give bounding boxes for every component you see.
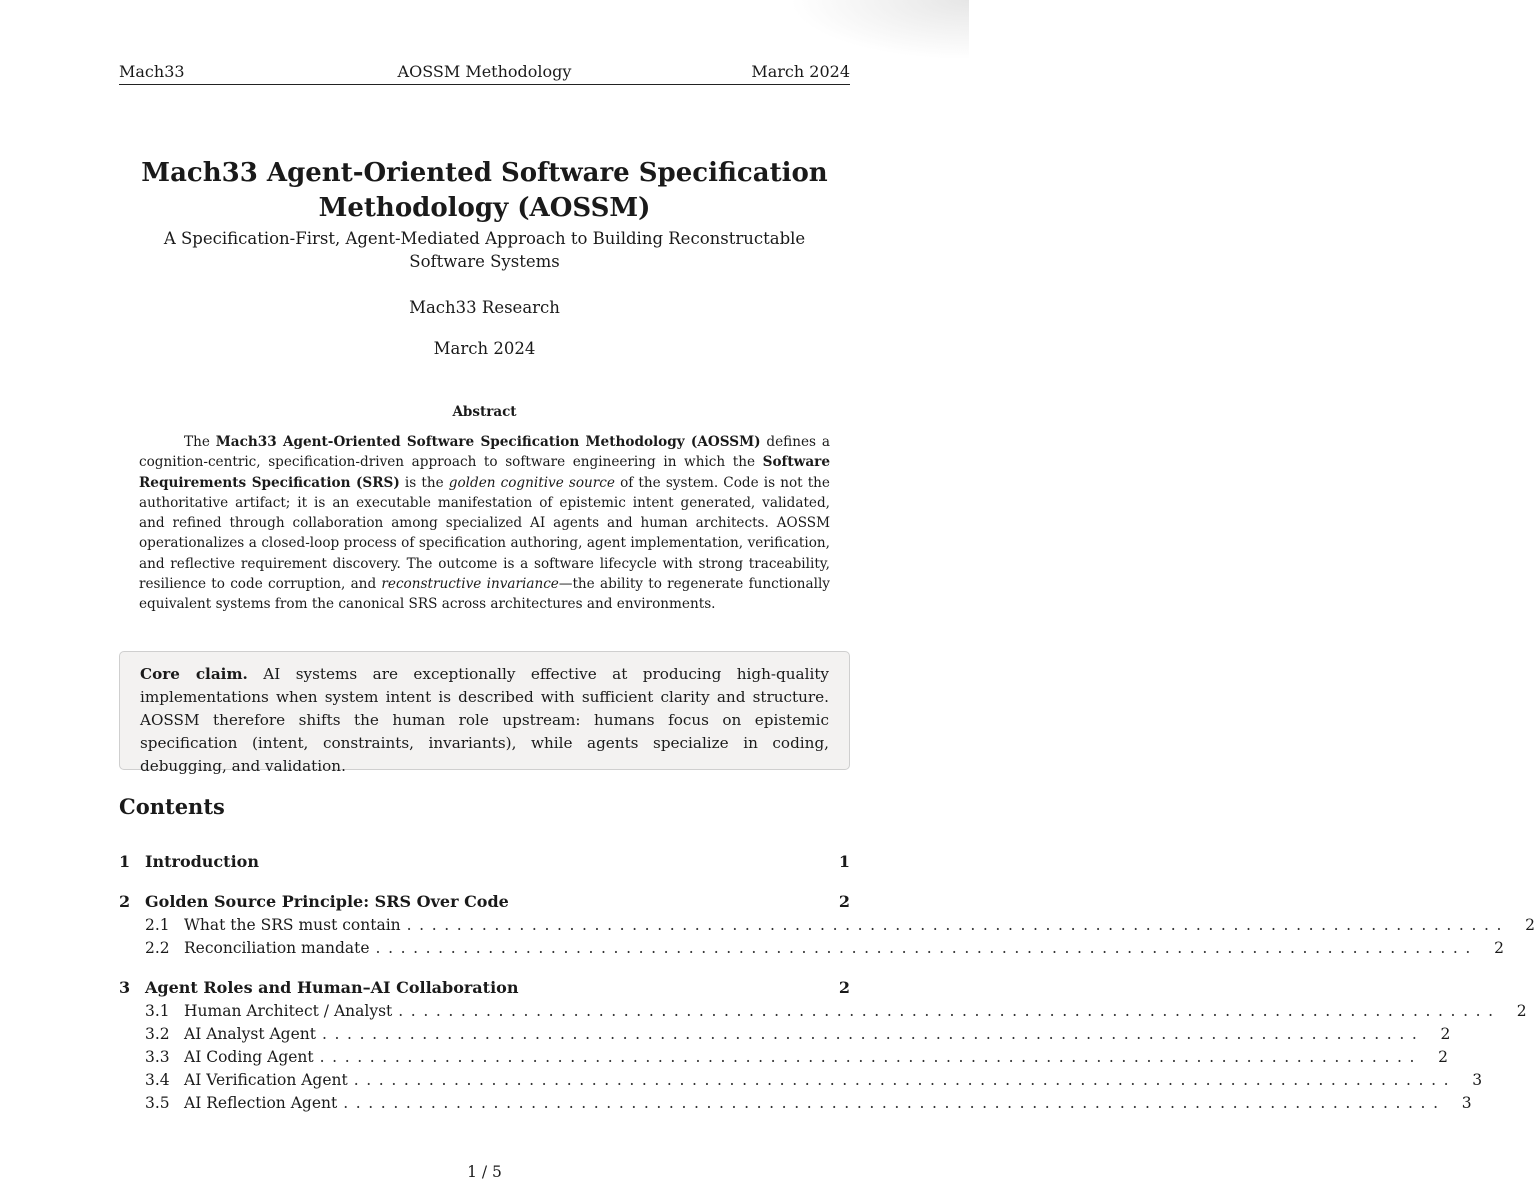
- toc-page-number: 2: [838, 977, 850, 997]
- toc-leader-dots: ........................................................................................: [319, 1047, 1423, 1066]
- table-of-contents: [119, 849, 1535, 1114]
- abstract-text-4: of the system. Code is not the authoritative artifact; it is an executable manifestation of epistemic intent generated, validated, and refined through collaboration among specialized AI agents and human architects. AOSSM operationalizes a closed-loop process of specification authoring, agent implementation, verification, and reflective requirement discovery. The outcome is a software lifecycle with strong traceability, resilience to code corruption, and: [139, 474, 830, 593]
- paper-date: March 2024: [433, 339, 536, 358]
- toc-subentry[interactable]: [119, 1045, 1449, 1068]
- abstract-text-2: defines a cognition-centric, specification-driven approach to software engineering in which the: [139, 434, 830, 471]
- abstract-text-5: —the ability to regenerate functionally equivalent systems from the canonical SRS across architectures and environments.: [139, 576, 830, 613]
- toc-page-number: 3: [1472, 1070, 1483, 1089]
- toc-subsection-number: 3.5: [145, 1093, 170, 1112]
- header-center: AOSSM Methodology: [397, 62, 572, 81]
- toc-section-2: [119, 889, 1535, 959]
- paper-title: [119, 156, 850, 226]
- toc-subsection-title: Human Architect / Analyst: [184, 1001, 393, 1020]
- toc-section-number: 3: [119, 977, 131, 997]
- title-line-1: Mach33 Agent-Oriented Software Specification: [141, 158, 828, 188]
- toc-subsection-title: AI Analyst Agent: [184, 1024, 316, 1043]
- abstract-italic-reconstructive-invariance: reconstructive invariance: [381, 576, 559, 593]
- toc-page-number: 1: [838, 851, 850, 871]
- abstract-bold-methodology: Mach33 Agent-Oriented Software Specification Methodology (AOSSM): [215, 434, 761, 450]
- toc-leader-dots: ........................................................................................: [343, 1093, 1446, 1112]
- contents-heading: Contents: [119, 794, 225, 819]
- toc-leader-dots: ........................................................................................: [375, 938, 1478, 957]
- toc-subentry[interactable]: [119, 1091, 1472, 1114]
- toc-leader-dots: ........................................................................................: [398, 1001, 1501, 1020]
- toc-subentry[interactable]: [119, 1022, 1451, 1045]
- header-left: Mach33: [119, 62, 185, 81]
- toc-section-title: Introduction: [145, 851, 259, 871]
- abstract-text-1: The: [184, 434, 216, 450]
- toc-subentry[interactable]: [119, 999, 1527, 1022]
- toc-subsection-title: Reconciliation mandate: [184, 938, 370, 957]
- core-claim-label: Core claim.: [140, 665, 248, 683]
- toc-leader-dots: ........................................................................................: [353, 1070, 1457, 1089]
- abstract-text-3: is the: [399, 474, 449, 491]
- core-claim-box: [119, 651, 850, 775]
- abstract-italic-golden-source: golden cognitive source: [448, 474, 615, 491]
- toc-subsection-number: 3.3: [145, 1047, 170, 1066]
- toc-section-number: 2: [119, 891, 131, 911]
- document-page: [119, 0, 1535, 1200]
- toc-section-3: [119, 975, 1527, 1114]
- toc-page-number: 2: [1438, 1047, 1449, 1066]
- toc-entry[interactable]: [119, 889, 850, 913]
- toc-subsection-number: 2.2: [145, 938, 170, 957]
- toc-page-number: 2: [1494, 938, 1504, 957]
- toc-subsection-number: 3.2: [145, 1024, 170, 1043]
- toc-page-number: 2: [1516, 1001, 1527, 1020]
- toc-page-number: 2: [1440, 1024, 1451, 1043]
- toc-page-number: 2: [838, 891, 850, 911]
- abstract-bold-srs: Software Requirements Specification (SRS): [139, 454, 830, 491]
- paper-subtitle: A Specification-First, Agent-Mediated Approach to Building Reconstructable Software Systems: [163, 229, 806, 271]
- toc-page-number: 2: [1525, 915, 1535, 934]
- toc-entry[interactable]: [119, 975, 850, 999]
- core-claim-text: AI systems are exceptionally effective at producing high-quality implementations when system intent is described with sufficient clarity and structure. AOSSM therefore shifts the human role upstream: humans focus on epistemic specification (intent, constraints, invariants), while agents specialize in coding, debugging, and validation.: [140, 665, 829, 775]
- header-right: March 2024: [751, 62, 850, 81]
- toc-section-number: 1: [119, 851, 131, 871]
- toc-leader-dots: ........................................................................................: [406, 915, 1510, 934]
- toc-subsection-title: AI Verification Agent: [184, 1070, 348, 1089]
- toc-subsection-title: What the SRS must contain: [184, 915, 401, 934]
- paper-author: Mach33 Research: [409, 298, 560, 317]
- toc-section-title: Golden Source Principle: SRS Over Code: [145, 891, 509, 911]
- toc-page-number: 3: [1461, 1093, 1472, 1112]
- toc-subentry[interactable]: [119, 936, 1504, 959]
- abstract-heading: Abstract: [452, 404, 517, 420]
- toc-section-title: Agent Roles and Human–AI Collaboration: [145, 977, 519, 997]
- toc-section-1: [119, 849, 850, 873]
- toc-subentry[interactable]: [119, 1068, 1483, 1091]
- toc-subsection-number: 3.4: [145, 1070, 170, 1089]
- toc-leader-dots: ........................................................................................: [322, 1024, 1425, 1043]
- toc-subsection-title: AI Reflection Agent: [184, 1093, 338, 1112]
- title-line-2: Methodology (AOSSM): [318, 193, 651, 223]
- toc-subentry[interactable]: [119, 913, 1535, 936]
- abstract-body: [139, 432, 830, 615]
- page-indicator: 1 / 5: [467, 1163, 502, 1181]
- toc-subsection-number: 2.1: [145, 915, 170, 934]
- toc-subsection-title: AI Coding Agent: [184, 1047, 314, 1066]
- toc-subsection-number: 3.1: [145, 1001, 170, 1020]
- toc-entry[interactable]: [119, 849, 850, 873]
- running-header: [119, 62, 850, 85]
